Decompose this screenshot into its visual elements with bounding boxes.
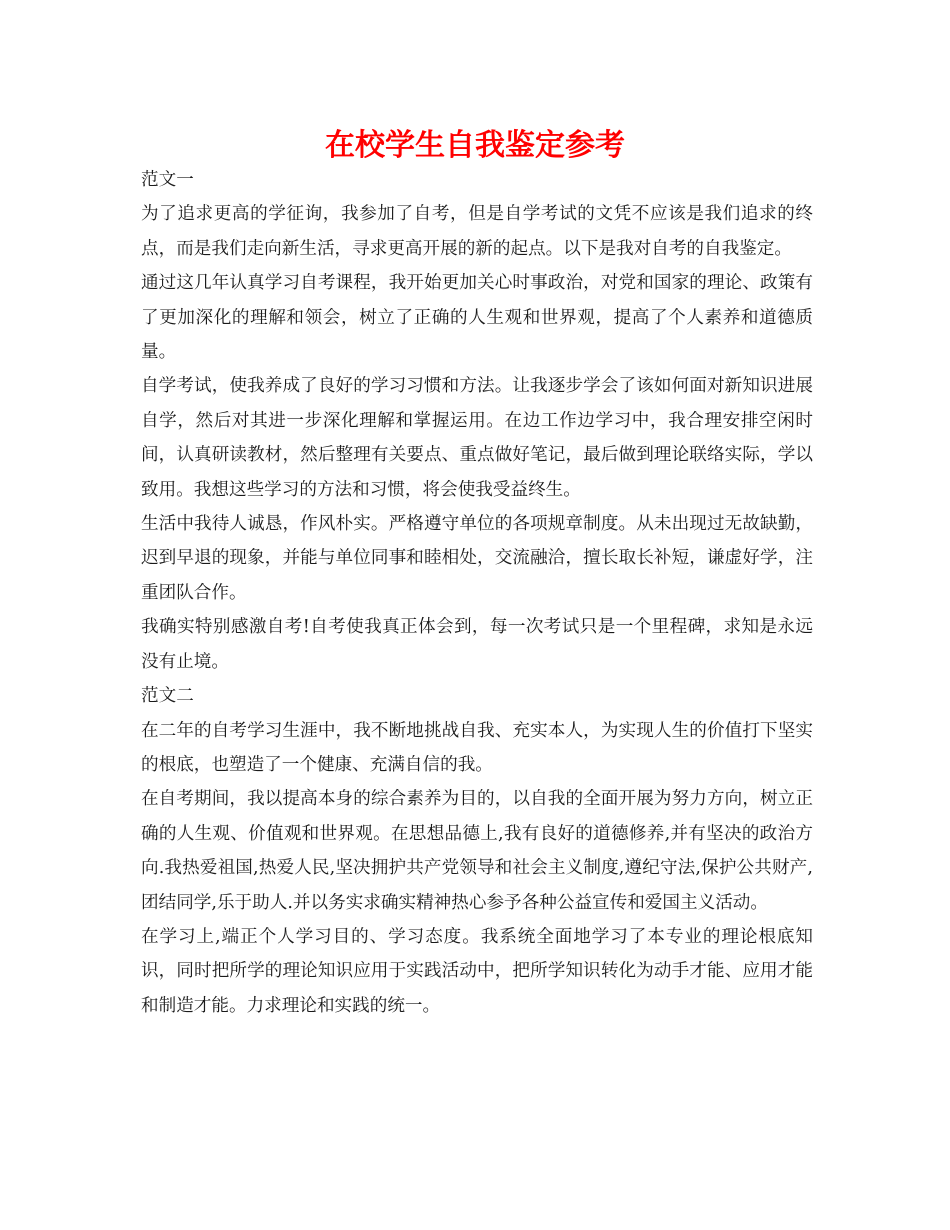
document-body <box>141 163 813 1023</box>
paragraph: 在自考期间，我以提高本身的综合素养为目的，以自我的全面开展为努力方向，树立正确的人生观、价值观和世界观。在思想品德上,我有良好的道德修养,并有坚决的政治方向.我热爱祖国,热爱人民,坚决拥护共产党领导和社会主义制度,遵纪守法,保护公共财产,团结同学,乐于助人.并以务实求确实精神热心参予各种公益宣传和爱国主义活动。 <box>141 789 813 913</box>
paragraph: 生活中我待人诚恳，作风朴实。严格遵守单位的各项规章制度。从未出现过无故缺勤，迟到早退的现象，并能与单位同事和睦相处，交流融洽，擅长取长补短，谦虚好学，注重团队合作。 <box>141 514 813 603</box>
document-title: 在校学生自我鉴定参考 <box>325 128 625 163</box>
section-heading-2: 范文二 <box>141 686 194 707</box>
section-heading-1: 范文一 <box>141 170 194 190</box>
paragraph: 在学习上,端正个人学习目的、学习态度。我系统全面地学习了本专业的理论根底知识，同时把所学的理论知识应用于实践活动中，把所学知识转化为动手才能、应用才能和制造才能。力求理论和实践的统一。 <box>141 926 813 1016</box>
paragraph: 我确实特别感激自考!自考使我真正体会到，每一次考试只是一个里程碑，求知是永远没有止境。 <box>141 617 813 672</box>
paragraph: 通过这几年认真学习自考课程，我开始更加关心时事政治，对党和国家的理论、政策有了更加深化的理解和领会，树立了正确的人生观和世界观，提高了个人素养和道德质量。 <box>141 273 813 363</box>
paragraph: 自学考试，使我养成了良好的学习习惯和方法。让我逐步学会了该如何面对新知识进展自学，然后对其进一步深化理解和掌握运用。在边工作边学习中，我合理安排空闲时间，认真研读教材，然后整理有关要点、重点做好笔记，最后做到理论联络实际，学以致用。我想这些学习的方法和习惯，将会使我受益终生。 <box>141 376 813 500</box>
paragraph: 为了追求更高的学征询，我参加了自考，但是自学考试的文凭不应该是我们追求的终点，而是我们走向新生活，寻求更高开展的新的起点。以下是我对自考的自我鉴定。 <box>141 204 813 259</box>
paragraph: 在二年的自考学习生涯中，我不断地挑战自我、充实本人，为实现人生的价值打下坚实的根底，也塑造了一个健康、充满自信的我。 <box>141 720 813 775</box>
